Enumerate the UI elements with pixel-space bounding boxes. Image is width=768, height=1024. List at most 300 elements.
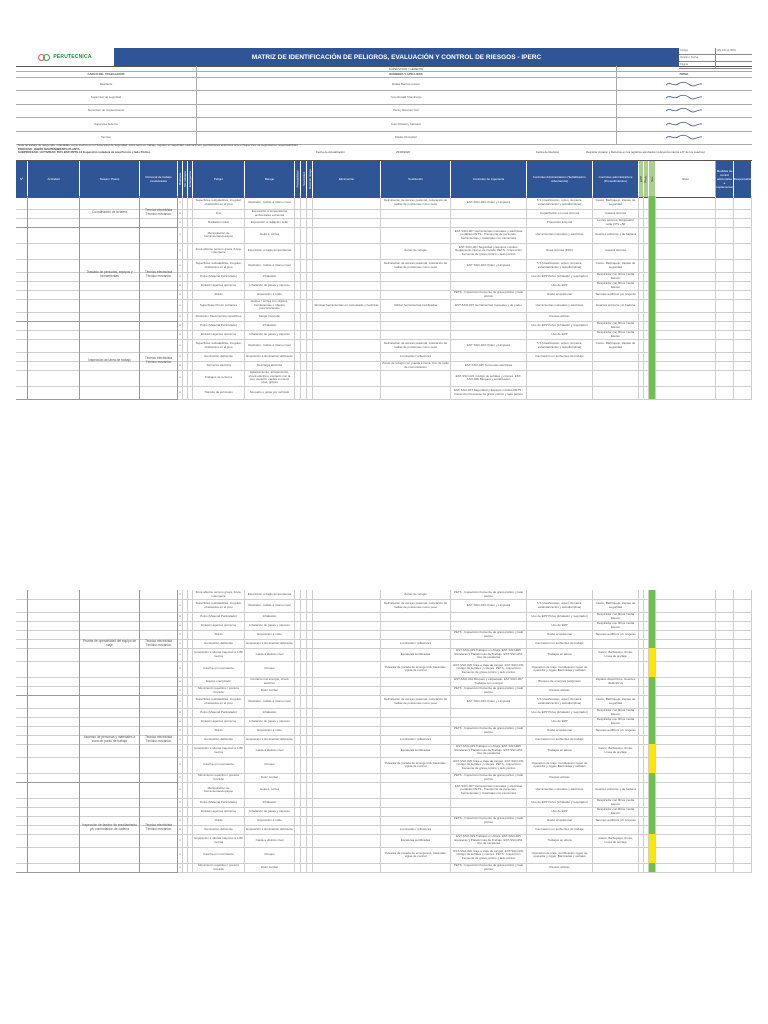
risk-cell: Exposición a ruido <box>245 726 295 735</box>
supervisor-header: SUPERVISOR / GERENTE <box>196 66 617 71</box>
table-cell: EST-SSO-024 Orden y Limpieza <box>451 259 527 272</box>
table-cell: Ruido ocupacional <box>527 290 593 299</box>
column-header: Emergencia <box>188 161 193 197</box>
hazard-cell: Polvo (Material Particulado) <box>193 321 245 330</box>
worker-role: Residente <box>16 77 197 90</box>
table-cell: 5 S (clasificación, orden, limpieza, estandarización y autodisciplina) <box>527 599 593 612</box>
table-cell <box>313 281 381 290</box>
hazard-cell: Radiación solar <box>193 218 245 227</box>
table-cell <box>656 370 716 386</box>
epp-cell <box>593 370 639 386</box>
table-cell <box>381 686 451 695</box>
table-cell <box>381 863 451 872</box>
revision-note: Registrar impacto y Defectos en los registros aprobados (referencia interna a 6º de los cuadros) <box>586 151 705 154</box>
epp-cell <box>593 825 639 834</box>
table-cell <box>716 695 734 708</box>
hazard-cell: Iluminación deficiente <box>193 352 245 361</box>
table-cell: x <box>178 834 183 847</box>
table-cell <box>656 227 716 243</box>
row-number <box>16 782 28 872</box>
hazard-cell: Cancha en movimiento <box>193 847 245 863</box>
risk-cell: Caída a distinto nivel <box>245 744 295 757</box>
table-cell <box>716 686 734 695</box>
table-cell: EST-SSO-029 Trabajos en Altura. EST-SSO-025 Escaleras y Plataformas de Trabajo. EST-SSO-051 Uso de escaleras <box>451 744 527 757</box>
table-cell <box>313 816 381 825</box>
column-header: Controles administrativos (Procedimientos) <box>593 161 639 197</box>
table-cell <box>734 281 752 290</box>
table-cell <box>734 339 752 352</box>
table-cell <box>734 639 752 648</box>
table-cell <box>381 370 451 386</box>
table-cell: x <box>178 361 183 370</box>
table-cell: Iluminación en ambientes de trabajo <box>527 352 593 361</box>
table-cell <box>734 708 752 717</box>
table-cell <box>716 321 734 330</box>
residual-risk-level <box>649 648 656 661</box>
table-cell <box>451 321 527 330</box>
signature-row <box>16 104 752 118</box>
hazard-cell: Emisión agentes químicos <box>193 717 245 726</box>
table-cell: Operación de izaje. Certificación rigger de operador y rigger. Barricadas y señales <box>527 661 593 677</box>
table-cell <box>451 352 527 361</box>
residual-risk-level <box>649 757 656 773</box>
risk-cell: Golpes / cortes con objetos, herramientas u objetos punzocortantes <box>245 299 295 312</box>
table-cell <box>734 695 752 708</box>
table-cell: Trabajos en altura <box>527 744 593 757</box>
table-cell: Eliminar herramientas en mal estado o hechizas <box>313 299 381 312</box>
table-cell: Uso de EPP <box>527 621 593 630</box>
document-page-2 <box>16 590 752 1024</box>
risk-cell: Resbalón, caídas a mismo nivel <box>245 196 295 209</box>
table-cell <box>313 639 381 648</box>
table-cell <box>716 661 734 677</box>
table-cell: Trabajos en altura <box>527 648 593 661</box>
column-header: Riesgo <box>245 161 295 197</box>
table-cell: Pausas activas <box>527 773 593 782</box>
version-label: Versión / Fecha <box>679 55 716 61</box>
column-header: Nivel <box>656 161 716 197</box>
column-header: Tareas / Pasos <box>80 161 140 197</box>
table-cell <box>527 590 593 599</box>
risk-cell: Inhalación de gases y vapores <box>245 330 295 339</box>
table-cell <box>313 272 381 281</box>
task-cell: Prueba de operatividad del equipo de viaje <box>80 590 140 695</box>
column-header: Personal de trabajo involucrados <box>140 161 178 197</box>
table-cell <box>381 717 451 726</box>
table-cell <box>381 386 451 399</box>
table-cell <box>656 290 716 299</box>
table-cell: x <box>178 290 183 299</box>
table-cell <box>656 196 716 209</box>
risk-cell: Inhalación de gases y vapores <box>245 281 295 290</box>
residual-risk-level <box>649 352 656 361</box>
hazard-cell: Exposición a alturas mayores a 1.80 metros <box>193 834 245 847</box>
activity-group <box>16 782 178 873</box>
table-cell: x <box>178 686 183 695</box>
table-cell: x <box>178 798 183 807</box>
staff-cell: Técnico electricista Técnico mecánico <box>140 590 178 695</box>
table-cell: Operación de izaje. Certificación rigger de operador y rigger. Barricadas y señales <box>527 757 593 773</box>
risk-cell: Exposición a temperaturas ambientales extremas <box>245 209 295 218</box>
table-cell: PETS - Inspección frecuente de grava pórtico y lado pórtico <box>451 590 527 599</box>
hazard-cell: Exposición a alturas mayores a 1.80 metros <box>193 648 245 661</box>
table-cell: Escaleras certificadas <box>381 744 451 757</box>
residual-risk-level <box>649 361 656 370</box>
epp-cell <box>593 735 639 744</box>
epp-cell <box>593 386 639 399</box>
table-header <box>16 160 752 198</box>
table-cell <box>716 290 734 299</box>
table-cell <box>656 847 716 863</box>
table-cell <box>313 339 381 352</box>
residual-risk-level <box>649 290 656 299</box>
risk-cell: Dolor lumbar <box>245 773 295 782</box>
epp-cell <box>593 863 639 872</box>
table-cell <box>313 312 381 321</box>
table-cell: x <box>178 299 183 312</box>
table-cell <box>716 218 734 227</box>
hazard-cell: Zona abierta, terreno grava, lluvia, intemperie <box>193 243 245 259</box>
activity-cell <box>28 782 80 872</box>
staff-cell: Técnico electricista Técnico mecánico <box>140 196 178 227</box>
column-header: Severidad <box>301 161 307 197</box>
table-cell <box>734 227 752 243</box>
table-cell: Herramientas manuales y eléctricas <box>527 227 593 243</box>
table-cell <box>716 599 734 612</box>
table-cell: Zonas de refugio con puesta a tierra. Uso de radio de comunicación <box>381 361 451 370</box>
table-cell: EST-SSO-007 Herramientas manuales y de poder <box>451 299 527 312</box>
epp-cell: Respirador con filtros media Elesco <box>593 717 639 726</box>
table-cell <box>527 386 593 399</box>
table-cell <box>451 639 527 648</box>
column-header: Prob. <box>644 161 649 197</box>
table-cell: PETS - Inspección frecuente de grava pórtico y lado pórtico <box>451 816 527 825</box>
table-cell <box>451 708 527 717</box>
risk-cell: Inhalación de gases y vapores <box>245 807 295 816</box>
signature-image <box>616 131 752 144</box>
table-cell <box>716 816 734 825</box>
table-cell: x <box>178 352 183 361</box>
table-cell <box>656 339 716 352</box>
table-cell <box>381 726 451 735</box>
revision-date-label: Fecha de Revisión <box>536 150 560 154</box>
risk-cell: Exposición a bajas temperaturas <box>245 243 295 259</box>
table-cell <box>716 807 734 816</box>
hazard-cell: Polvo (Material Particulado) <box>193 798 245 807</box>
table-cell: x <box>178 599 183 612</box>
residual-risk-level <box>649 686 656 695</box>
table-cell: Ruido ocupacional <box>527 630 593 639</box>
residual-risk-level <box>649 590 656 599</box>
table-cell: EST-SSO-021 Código de señales y colores. EST-SSO-005 Bloqueo y señalización <box>451 370 527 386</box>
risk-cell: Choque <box>245 757 295 773</box>
hazard-cell: Frío <box>193 209 245 218</box>
table-cell: x <box>178 744 183 757</box>
table-cell <box>716 352 734 361</box>
document-title: MATRIZ DE IDENTIFICACIÓN DE PELIGROS, EVALUACIÓN Y CONTROL DE RIESGOS - IPERC <box>114 48 679 66</box>
table-cell <box>716 612 734 621</box>
table-cell: EST-SSO-029 Trabajos en Altura. EST-SSO-025 Escaleras y Plataformas de Trabajo. EST-SSO-051 Uso de escaleras <box>451 648 527 661</box>
table-cell <box>716 272 734 281</box>
table-cell <box>313 863 381 872</box>
table-cell <box>734 361 752 370</box>
epp-cell <box>593 686 639 695</box>
table-cell: Iluminación en ambientes de trabajo <box>527 825 593 834</box>
residual-risk-level <box>649 807 656 816</box>
residual-risk-level <box>649 735 656 744</box>
table-cell <box>716 370 734 386</box>
table-cell: x <box>178 259 183 272</box>
row-number <box>16 590 28 695</box>
table-cell: PETS - Inspección frecuente de grava pórtico y lado pórtico <box>451 686 527 695</box>
epp-cell: Lentes oscuros, bloqueador solar FPS +50 <box>593 218 639 227</box>
hazard-cell: Emisión agentes químicos <box>193 281 245 290</box>
worker-name: Dávila Chumpitaz <box>196 131 617 144</box>
table-cell: Uso de EPP Polvo (inhalador y respirador) <box>527 272 593 281</box>
logo-icon <box>38 54 50 61</box>
table-cell <box>716 196 734 209</box>
table-cell: Pulsador de parada de emergencia, barandas, vigías de control <box>381 661 451 677</box>
hazard-cell: Zona abierta, terreno grava, lluvia, intemperie <box>193 590 245 599</box>
epp-cell: Casco, Barbiquejo, Arnés, Línea de anclaje <box>593 834 639 847</box>
table-cell <box>734 744 752 757</box>
signature-row <box>16 90 752 104</box>
residual-risk-level <box>649 825 656 834</box>
risk-cell: Exposición a iluminación deficiente <box>245 735 295 744</box>
table-cell <box>313 773 381 782</box>
table-cell: x <box>178 847 183 863</box>
hazard-cell: Movimiento repetitivo / postura forzada <box>193 686 245 695</box>
table-cell <box>734 661 752 677</box>
table-cell <box>451 717 527 726</box>
table-cell <box>734 590 752 599</box>
table-cell: EST-SSO-020 Izaje e izaje de cargas. EST-SSO-021 Código de señales y colores. PETS - Inspección frecuente de grava pórtico y lado pórtico <box>451 661 527 677</box>
table-cell: EST-SSO-024 Orden y Limpieza <box>451 695 527 708</box>
table-cell <box>656 218 716 227</box>
table-cell <box>381 782 451 798</box>
table-cell <box>734 272 752 281</box>
table-cell: EST-SSO-007 Seguridad y Equipos móviles. Reglamento interno de tránsito PETS - Inspección frecuente de grava pórtico y lado pórtico <box>451 243 527 259</box>
table-cell <box>734 782 752 798</box>
table-cell: x <box>178 807 183 816</box>
epp-cell: Respirador con filtros media Elesco <box>593 321 639 330</box>
code-value: IPE-AR-11-0001 <box>717 49 736 52</box>
table-cell <box>656 726 716 735</box>
epp-cell: Tapones auditivos y/o orejeras <box>593 816 639 825</box>
table-cell <box>656 630 716 639</box>
table-cell <box>656 352 716 361</box>
epp-cell: Casco, Barbiquejo, Arnés, Línea de anclaje <box>593 744 639 757</box>
table-cell <box>734 259 752 272</box>
row-number <box>16 321 28 399</box>
signature-image <box>616 104 752 117</box>
table-cell <box>313 630 381 639</box>
residual-risk-level <box>649 281 656 290</box>
residual-risk-level <box>649 339 656 352</box>
table-cell: Pulsador de parada de emergencia, barandas, vigías de control <box>381 757 451 773</box>
epp-cell <box>593 590 639 599</box>
column-header: Nivel de riesgo <box>307 161 313 197</box>
worker-role: Supervisor de mantenimiento <box>16 104 197 117</box>
table-cell <box>656 386 716 399</box>
column-header: Sustitución <box>381 161 451 197</box>
role-col-header: CARGO DEL TRABAJADOR <box>16 71 197 77</box>
table-cell <box>313 330 381 339</box>
table-cell: EST-SSO-024 Orden y Limpieza <box>451 599 527 612</box>
epp-cell: Casco, Barbiquejo, Zapato de seguridad <box>593 339 639 352</box>
risk-cell: Inhalación <box>245 798 295 807</box>
risk-cell: Atropello o golpe por vehículo <box>245 386 295 399</box>
table-cell: EST-SSO-007 Seguridad y Equipos móviles PETS - Inspección frecuente de grava pórtico y lado pórtico <box>451 386 527 399</box>
table-cell: x <box>178 612 183 621</box>
table-cell: PETS - Inspección frecuente de grava pórtico y lado pórtico <box>451 863 527 872</box>
table-cell: Protección a la piel <box>527 218 593 227</box>
table-cell <box>381 281 451 290</box>
residual-risk-level <box>649 782 656 798</box>
table-cell <box>734 599 752 612</box>
table-cell: Luminarias / reflectores <box>381 825 451 834</box>
table-cell <box>313 834 381 847</box>
table-cell: Luminarias / reflectores <box>381 735 451 744</box>
activity-group <box>16 227 178 322</box>
table-cell <box>451 807 527 816</box>
residual-risk-level <box>649 695 656 708</box>
table-cell: x <box>178 708 183 717</box>
table-cell: x <box>178 717 183 726</box>
table-cell: Delimitación de acceso peatonal, colocación de mallas de posiciones como peso <box>381 695 451 708</box>
table-cell <box>734 209 752 218</box>
column-header: EPP <box>639 161 644 197</box>
table-cell: x <box>178 370 183 386</box>
table-cell <box>734 290 752 299</box>
table-cell <box>734 798 752 807</box>
table-cell <box>656 735 716 744</box>
residual-risk-level <box>649 196 656 209</box>
meta-subprocess: SUBPROCESO / ACTIVIDAD: ROV-BSP-PRTS-14 Inspección rodadera de área Pernos y lado Pórtico <box>18 150 151 154</box>
epp-cell <box>593 352 639 361</box>
column-header: Controles de Ingeniería <box>451 161 527 197</box>
hazard-cell: Cancha en movimiento <box>193 757 245 773</box>
hazard-cell: Cancha en movimiento <box>193 661 245 677</box>
hazard-cell: Polvo (Material Particulado) <box>193 612 245 621</box>
table-cell <box>716 757 734 773</box>
table-cell <box>381 290 451 299</box>
activity-group <box>16 590 178 696</box>
residual-risk-level <box>649 612 656 621</box>
table-cell: Escaleras certificadas <box>381 834 451 847</box>
table-cell <box>656 299 716 312</box>
table-cell <box>451 612 527 621</box>
table-cell: Herramientas manuales y eléctricas <box>527 782 593 798</box>
hazard-cell: Equipo energizado <box>193 677 245 686</box>
table-cell: x <box>178 227 183 243</box>
risk-cell: Aplastamiento, atrapamiento, shock eléctrico, contacto con la piel, impacto, caídas a mismo nivel, golpes <box>245 370 295 386</box>
table-cell: PETS - Inspección frecuente de grava pórtico y lado pórtico <box>451 773 527 782</box>
table-cell <box>716 590 734 599</box>
table-cell <box>656 590 716 599</box>
column-header: Controles Administrativos (Señalización, Advertencia) <box>527 161 593 197</box>
table-cell: x <box>178 386 183 399</box>
table-cell <box>656 677 716 686</box>
risk-cell: Inhalación de gases y vapores <box>245 621 295 630</box>
table-cell <box>716 259 734 272</box>
residual-risk-level <box>649 863 656 872</box>
worker-name: Rafael Barrios Lozano <box>196 77 617 90</box>
column-header: Actividad <box>28 161 80 197</box>
table-cell <box>656 661 716 677</box>
table-cell <box>716 847 734 863</box>
residual-risk-level <box>649 708 656 717</box>
code-label: Código <box>679 48 716 54</box>
table-cell <box>381 630 451 639</box>
risk-cell: Exposición a ruido <box>245 290 295 299</box>
table-cell: Pulsador de parada de emergencia, barandas, vigías de control <box>381 847 451 863</box>
table-cell: Operación de izaje. Certificación rigger de operador y rigger. Barricadas y señales <box>527 847 593 863</box>
meta-process: PROCESO: JEBÓN MANTENIMIENTO PLANTA <box>18 146 80 151</box>
table-cell <box>381 708 451 717</box>
table-cell: x <box>178 630 183 639</box>
table-cell <box>381 321 451 330</box>
residual-risk-level <box>649 330 656 339</box>
table-cell: EST-SSO-024 Orden y Limpieza <box>451 196 527 209</box>
column-header: No rutinaria <box>183 161 188 197</box>
table-cell: PETS - Inspección frecuente de grava pórtico y lado pórtico <box>451 290 527 299</box>
table-cell: Uso de EPP <box>527 281 593 290</box>
risk-cell: Inhalación de gases y vapores <box>245 717 295 726</box>
residual-risk-level <box>649 299 656 312</box>
risk-cell: Caída a distinto nivel <box>245 834 295 847</box>
epp-cell: Respirador con filtros media Elesco <box>593 330 639 339</box>
signature-row <box>16 117 752 131</box>
table-cell: x <box>178 330 183 339</box>
table-cell <box>716 361 734 370</box>
epp-cell <box>593 312 639 321</box>
table-cell: PETS - Inspección frecuente de grava pórtico y lado pórtico <box>451 630 527 639</box>
table-cell: Pausas activas <box>527 863 593 872</box>
table-cell <box>734 863 752 872</box>
table-cell <box>381 677 451 686</box>
risk-cell: Exposición a iluminación deficiente <box>245 825 295 834</box>
residual-risk-level <box>649 773 656 782</box>
residual-risk-level <box>649 272 656 281</box>
table-cell: x <box>178 825 183 834</box>
hazard-cell: Trabajos de terceros <box>193 370 245 386</box>
signature-image <box>616 90 752 103</box>
residual-risk-level <box>649 816 656 825</box>
document-header <box>16 48 752 67</box>
table-cell: Uso de EPP Polvo (inhalador y respirador) <box>527 798 593 807</box>
epp-cell: Casco, Barbiquejo, Zapato de seguridad <box>593 599 639 612</box>
table-cell: x <box>178 757 183 773</box>
table-cell <box>656 330 716 339</box>
signature-image <box>616 117 752 130</box>
table-cell <box>313 757 381 773</box>
table-cell <box>734 370 752 386</box>
hazard-cell: Iluminación deficiente <box>193 825 245 834</box>
table-cell <box>451 825 527 834</box>
table-cell: 5 S (clasificación, orden, limpieza, estandarización y autodisciplina) <box>527 196 593 209</box>
residual-risk-level <box>649 386 656 399</box>
table-cell <box>656 825 716 834</box>
table-cell: EST-SSO-007 Herramientas manuales y eléctricas portátiles PETS - Transporte de personas, herramientas y materiales con camioneta <box>451 782 527 798</box>
table-cell <box>313 825 381 834</box>
table-cell: x <box>178 621 183 630</box>
table-cell <box>656 281 716 290</box>
table-cell <box>716 863 734 872</box>
table-cell <box>734 612 752 621</box>
hazard-cell: Superficies resbaladizas, irregular, obstáculos en el piso <box>193 259 245 272</box>
table-cell: x <box>178 209 183 218</box>
